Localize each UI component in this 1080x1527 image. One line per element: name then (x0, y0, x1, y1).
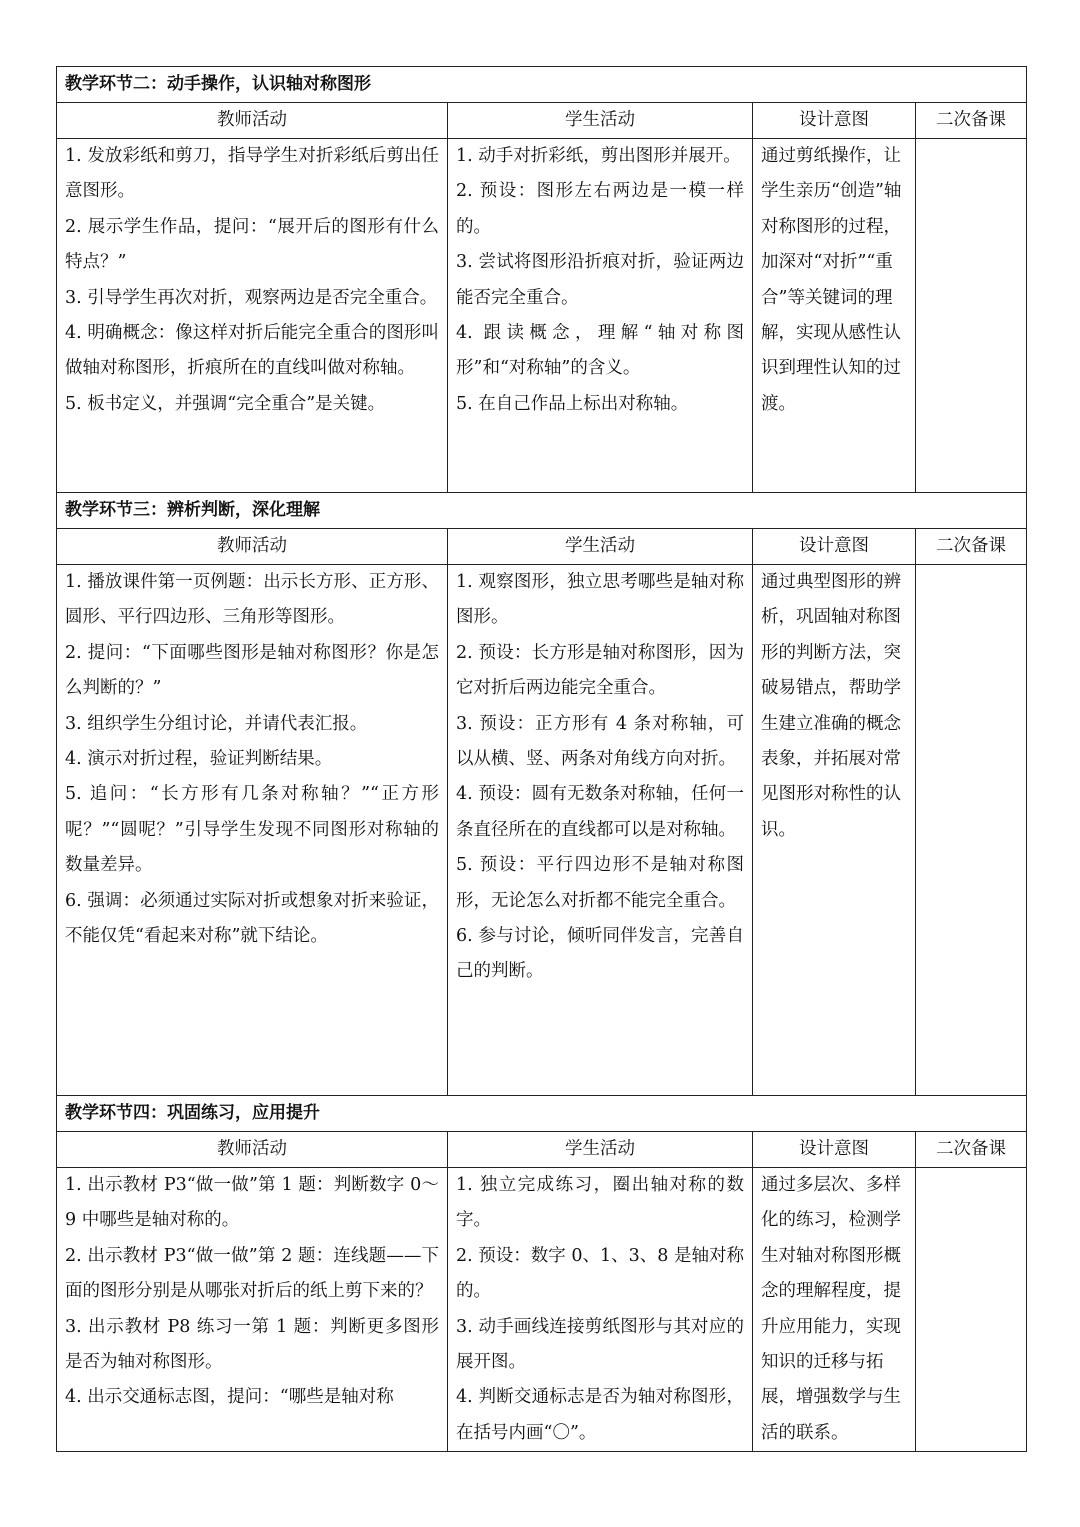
list-item: 2. 预设：长方形是轴对称图形，因为它对折后两边能完全重合。 (456, 642, 744, 699)
list-item: 1. 观察图形，独立思考哪些是轴对称图形。 (456, 572, 744, 628)
header-row (57, 103, 1027, 139)
teacher-activity-cell (57, 565, 448, 1096)
student-activity-header: 学生活动 (448, 529, 753, 565)
second-prep-header: 二次备课 (916, 1132, 1027, 1168)
list-item: 3. 尝试将图形沿折痕对折，验证两边能否完全重合。 (456, 252, 744, 308)
list-item: 5. 在自己作品上标出对称轴。 (456, 393, 689, 414)
content-row (57, 139, 1027, 493)
student-activity-cell (448, 1168, 753, 1452)
student-activity-header: 学生活动 (448, 103, 753, 139)
design-intent-header: 设计意图 (753, 103, 916, 139)
design-intent-header: 设计意图 (753, 529, 916, 565)
list-item: 4. 判断交通标志是否为轴对称图形，在括号内画“〇”。 (456, 1387, 744, 1443)
teacher-activity-cell (57, 1168, 448, 1452)
section-title: 教学环节二：动手操作，认识轴对称图形 (57, 67, 1027, 103)
design-intent-cell: 通过典型图形的辨析，巩固轴对称图形的判断方法，突破易错点，帮助学生建立准确的概念表象，并拓展对常见图形对称性的认识。 (753, 565, 916, 1096)
list-item: 4. 预设：圆有无数条对称轴，任何一条直径所在的直线都可以是对称轴。 (456, 784, 744, 840)
student-activity-cell (448, 565, 753, 1096)
list-item: 2. 预设：数字 0、1、3、8 是轴对称的。 (456, 1245, 744, 1302)
lesson-plan-table (56, 66, 1027, 1452)
list-item: 6. 参与讨论，倾听同伴发言，完善自己的判断。 (456, 926, 744, 982)
list-item: 6. 强调：必须通过实际对折或想象对折来验证，不能仅凭“看起来对称”就下结论。 (65, 890, 439, 947)
header-row (57, 529, 1027, 565)
section-row (57, 1096, 1027, 1132)
list-item: 2. 出示教材 P3“做一做”第 2 题：连线题——下面的图形分别是从哪张对折后的纸上剪下来的？ (65, 1245, 439, 1302)
list-item: 1. 出示教材 P3“做一做”第 1 题：判断数字 0～9 中哪些是轴对称的。 (65, 1175, 439, 1231)
list-item: 5. 预设：平行四边形不是轴对称图形，无论怎么对折都不能完全重合。 (456, 855, 744, 911)
content-row (57, 565, 1027, 1096)
section-title: 教学环节三：辨析判断，深化理解 (57, 493, 1027, 529)
list-item: 4. 明确概念：像这样对折后能完全重合的图形叫做轴对称图形，折痕所在的直线叫做对称轴。 (65, 323, 439, 379)
design-intent-cell: 通过多层次、多样化的练习，检测学生对轴对称图形概念的理解程度，提升应用能力，实现知识的迁移与拓展，增强数学与生活的联系。 (753, 1168, 916, 1452)
list-item: 1. 发放彩纸和剪刀，指导学生对折彩纸后剪出任意图形。 (65, 146, 439, 202)
section-title: 教学环节四：巩固练习，应用提升 (57, 1096, 1027, 1132)
list-item: 2. 展示学生作品，提问：“展开后的图形有什么特点？” (65, 216, 439, 273)
list-item: 1. 动手对折彩纸，剪出图形并展开。 (456, 146, 741, 166)
list-item: 3. 动手画线连接剪纸图形与其对应的展开图。 (456, 1316, 744, 1373)
design-intent-header: 设计意图 (753, 1132, 916, 1168)
list-item: 4. 跟读概念，理解“轴对称图形”和“对称轴”的含义。 (456, 323, 744, 379)
second-prep-cell (916, 1168, 1027, 1452)
list-item: 3. 预设：正方形有 4 条对称轴，可以从横、竖、两条对角线方向对折。 (456, 713, 744, 770)
second-prep-header: 二次备课 (916, 103, 1027, 139)
teacher-activity-header: 教师活动 (57, 529, 448, 565)
second-prep-header: 二次备课 (916, 529, 1027, 565)
list-item: 5. 追问：“长方形有几条对称轴？”“正方形呢？”“圆呢？”引导学生发现不同图形对称轴的数量差异。 (65, 784, 439, 876)
section-row (57, 493, 1027, 529)
list-item: 3. 组织学生分组讨论，并请代表汇报。 (65, 713, 368, 734)
list-item: 1. 播放课件第一页例题：出示长方形、正方形、圆形、平行四边形、三角形等图形。 (65, 572, 439, 628)
content-row (57, 1168, 1027, 1452)
teacher-activity-cell (57, 139, 448, 493)
design-intent-cell: 通过剪纸操作，让学生亲历“创造”轴对称图形的过程，加深对“对折”“重合”等关键词的理解，实现从感性认识到理性认知的过渡。 (753, 139, 916, 493)
list-item: 4. 出示交通标志图，提问：“哪些是轴对称 (65, 1387, 394, 1408)
list-item: 1. 独立完成练习，圈出轴对称的数字。 (456, 1175, 744, 1231)
section-row (57, 67, 1027, 103)
teacher-activity-header: 教师活动 (57, 103, 448, 139)
list-item: 3. 出示教材 P8 练习一第 1 题：判断更多图形是否为轴对称图形。 (65, 1316, 439, 1373)
teacher-activity-header: 教师活动 (57, 1132, 448, 1168)
header-row (57, 1132, 1027, 1168)
second-prep-cell (916, 565, 1027, 1096)
list-item: 2. 提问：“下面哪些图形是轴对称图形？你是怎么判断的？” (65, 642, 439, 699)
student-activity-header: 学生活动 (448, 1132, 753, 1168)
list-item: 3. 引导学生再次对折，观察两边是否完全重合。 (65, 287, 438, 308)
second-prep-cell (916, 139, 1027, 493)
list-item: 5. 板书定义，并强调“完全重合”是关键。 (65, 393, 386, 414)
student-activity-cell (448, 139, 753, 493)
list-item: 2. 预设：图形左右两边是一模一样的。 (456, 181, 744, 237)
list-item: 4. 演示对折过程，验证判断结果。 (65, 749, 333, 770)
